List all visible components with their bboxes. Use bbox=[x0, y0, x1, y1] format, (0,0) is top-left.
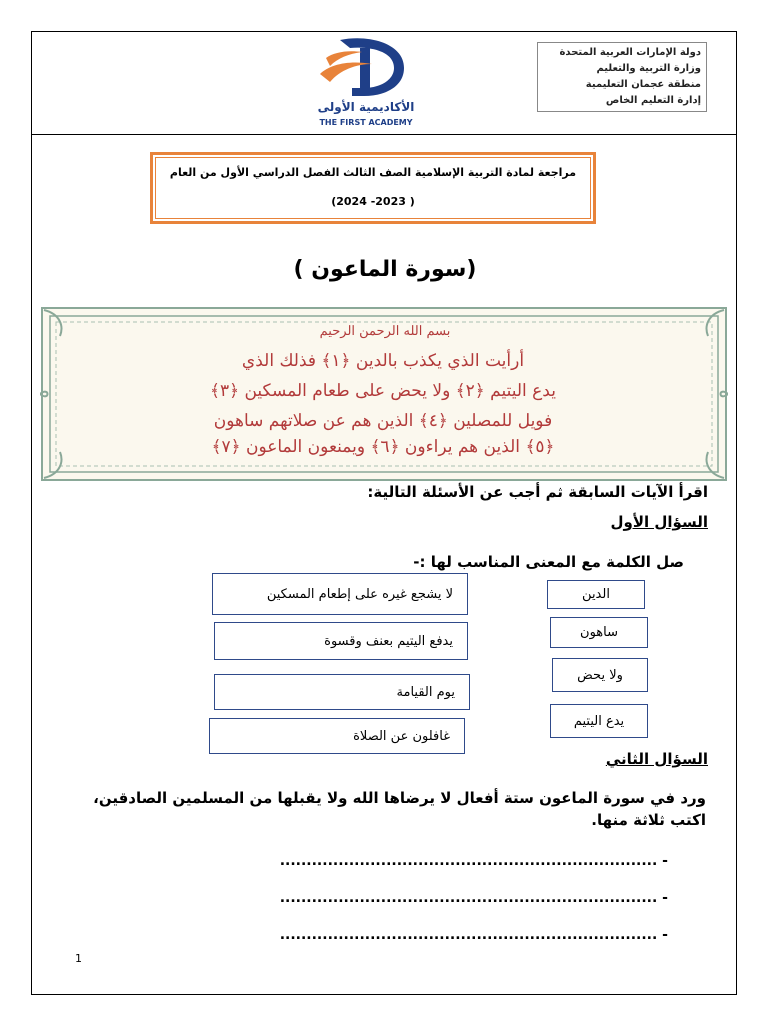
page-number: 1 bbox=[75, 952, 82, 965]
review-title-inner bbox=[155, 157, 591, 219]
ministry-header bbox=[537, 42, 707, 112]
quran-verses-frame bbox=[40, 306, 728, 482]
ministry-line: وزارة التربية والتعليم bbox=[596, 63, 701, 74]
ministry-line: منطقة عجمان التعليمية bbox=[585, 79, 701, 90]
question1-heading: السؤال الأول bbox=[610, 513, 708, 531]
instruction-text: اقرأ الآيات السابقة ثم أجب عن الأسئلة التالية: bbox=[367, 483, 708, 501]
word-box[interactable]: الدين bbox=[547, 580, 645, 609]
answer-line[interactable]: - ....................................................................... bbox=[279, 890, 668, 906]
word-box[interactable]: ولا يحض bbox=[552, 658, 648, 692]
answer-line[interactable]: - ....................................................................... bbox=[279, 927, 668, 943]
question2-heading: السؤال الثاني bbox=[605, 750, 708, 768]
verse-line: أرأيت الذي يكذب بالدين ﴿١﴾ فذلك الذي bbox=[241, 351, 525, 371]
logo-english-text: THE FIRST ACADEMY bbox=[319, 118, 413, 127]
meaning-box[interactable]: غافلون عن الصلاة bbox=[209, 718, 465, 754]
meaning-box[interactable]: يوم القيامة bbox=[214, 674, 470, 710]
ministry-line: إدارة التعليم الخاص bbox=[605, 95, 701, 106]
verse-line: ﴿٥﴾ الذين هم يراءون ﴿٦﴾ ويمنعون الماعون ﴿٧﴾ bbox=[211, 437, 555, 457]
basmala: بسم الله الرحمن الرحيم bbox=[319, 324, 451, 339]
surah-title: (سورة الماعون ) bbox=[293, 257, 477, 282]
academy-logo-icon bbox=[300, 34, 432, 104]
academic-year: ( 2023- 2024) bbox=[331, 195, 415, 208]
meaning-box[interactable]: يدفع اليتيم بعنف وقسوة bbox=[214, 622, 468, 660]
ministry-line: دولة الإمارات العربية المتحدة bbox=[559, 47, 701, 58]
answer-line[interactable]: - ....................................................................... bbox=[279, 853, 668, 869]
word-box[interactable]: ساهون bbox=[550, 617, 648, 648]
academy-logo bbox=[300, 34, 432, 132]
logo-arabic-text: الأكاديمية الأولى bbox=[317, 100, 415, 114]
word-box[interactable]: يدع اليتيم bbox=[550, 704, 648, 738]
verse-line: فويل للمصلين ﴿٤﴾ الذين هم عن صلاتهم ساهون bbox=[213, 411, 553, 431]
review-title-box bbox=[150, 152, 596, 224]
review-title: مراجعة لمادة التربية الإسلامية الصف الثالث الفصل الدراسي الأول من العام bbox=[169, 166, 577, 179]
question1-text: صل الكلمة مع المعنى المناسب لها :- bbox=[413, 553, 684, 571]
meaning-box[interactable]: لا يشجع غيره على إطعام المسكين bbox=[212, 573, 468, 615]
question2-text: ورد في سورة الماعون ستة أفعال لا يرضاها الله ولا يقبلها من المسلمين الصادقين، اكتب ثلاثة منها. bbox=[93, 789, 706, 829]
verse-line: يدع اليتيم ﴿٢﴾ ولا يحض على طعام المسكين ﴿٣﴾ bbox=[210, 381, 556, 401]
header-divider bbox=[31, 134, 737, 135]
